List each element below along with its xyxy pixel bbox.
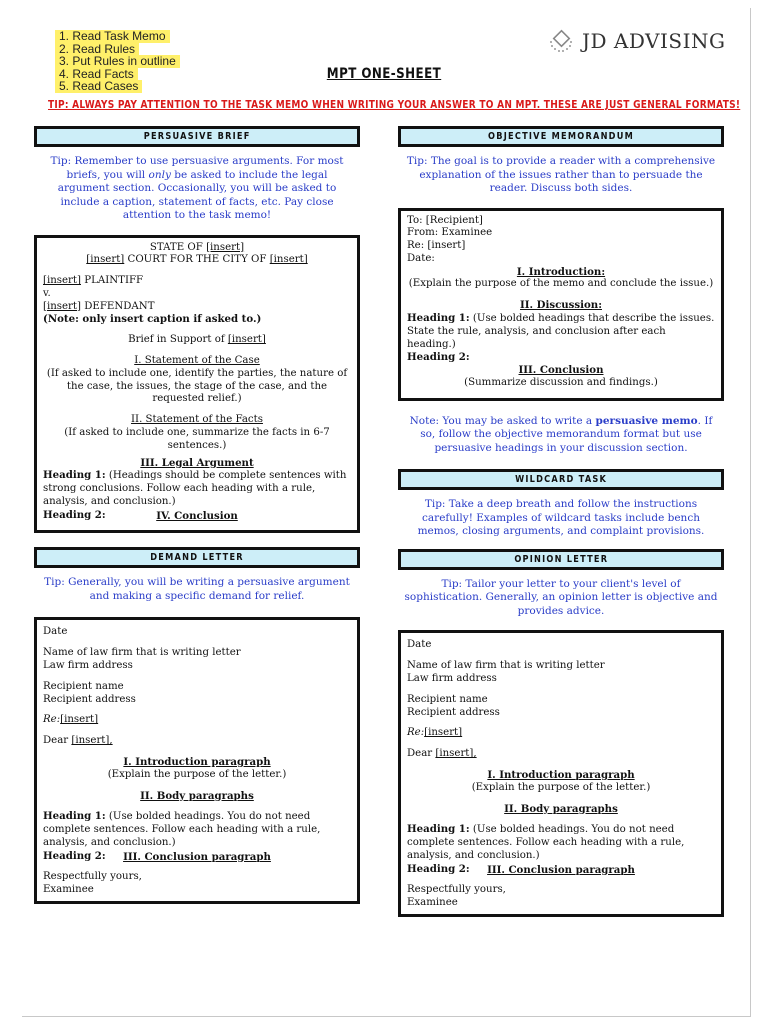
persuasive-brief-template [34, 235, 360, 534]
step-item: 1. Read Task Memo [55, 30, 170, 43]
salutation: Dear [insert], [43, 735, 113, 747]
heading-2: Heading 2: [43, 849, 106, 862]
intro-body: (Explain the purpose of the letter.) [471, 781, 651, 793]
step-item: 5. Read Cases [55, 80, 142, 93]
persuasive-brief-tip: Tip: Remember to use persuasive arguments. For most briefs, you will only be asked to include the legal argument section. Occasionally, you will be asked to include a caption, statement of facts, etc. Pay close attention to the task memo! [50, 155, 344, 221]
plaintiff-line: [insert] PLAINTIFF [43, 275, 144, 287]
firm-address: Law firm address [407, 672, 497, 684]
closing: Respectfully yours, [407, 884, 506, 896]
opinion-letter-header: OPINION LETTER [398, 549, 724, 570]
left-column [34, 126, 360, 904]
heading-2: Heading 2: [43, 508, 106, 521]
signer: Examinee [407, 897, 458, 909]
statement-of-facts-body: (If asked to include one, summarize the facts in 6-7 sentences.) [64, 427, 330, 451]
intro-title: I. Introduction: [516, 265, 606, 278]
firm-address: Law firm address [43, 660, 133, 672]
recipient-address: Recipient address [43, 693, 136, 705]
from-line: From: Examinee [407, 227, 493, 239]
statement-of-case-title: I. Statement of the Case [134, 355, 260, 367]
body-title: II. Body paragraphs [140, 789, 254, 802]
body-text: Heading 1: (Use bolded headings. You do not need complete sentences. Follow each heading with a rule, analysis, and conclusion.) [407, 823, 685, 861]
persuasive-brief-header: PERSUASIVE BRIEF [34, 126, 360, 147]
court-line: [insert] COURT FOR THE CITY OF [insert] [86, 254, 308, 266]
step-item: 3. Put Rules in outline [55, 55, 180, 68]
demand-letter-tip: Tip: Generally, you will be writing a persuasive argument and making a specific demand for relief. [44, 576, 350, 602]
conclusion-title: III. Conclusion [518, 364, 604, 377]
recipient-address: Recipient address [407, 706, 500, 718]
closing: Respectfully yours, [43, 871, 142, 883]
opinion-letter-tip: Tip: Tailor your letter to your client's level of sophistication. Generally, an opinion letter is objective and provides advice. [404, 577, 718, 617]
recipient-name: Recipient name [407, 693, 488, 705]
wildcard-task-tip: Tip: Take a deep breath and follow the instructions carefully! Examples of wildcard tasks include bench memos, closing arguments, and complaint provisions. [417, 498, 705, 538]
legal-argument-body: Heading 1: (Headings should be complete sentences with strong conclusions. Follow each heading with a rule, analysis, and conclusion.) [43, 469, 347, 508]
page-title: MPT ONE-SHEET [326, 66, 442, 82]
date-line: Date [43, 626, 68, 638]
caption-note: (Note: only insert caption if asked to.) [43, 313, 262, 326]
re-line: Re:[insert] [43, 714, 99, 726]
conclusion-title: III. Conclusion paragraph [123, 850, 271, 863]
body-title: II. Body paragraphs [504, 802, 618, 815]
statement-of-facts-title: II. Statement of the Facts [131, 414, 263, 426]
conclusion-title: IV. Conclusion [156, 509, 238, 522]
objective-memo-header: OBJECTIVE MEMORANDUM [398, 126, 724, 147]
heading-2: Heading 2: [407, 351, 470, 364]
opinion-letter-template [398, 630, 724, 917]
brand-logo [548, 28, 725, 54]
step-item: 4. Read Facts [55, 68, 138, 81]
date-line: Date: [407, 252, 435, 264]
salutation: Dear [insert], [407, 748, 477, 760]
heading-2: Heading 2: [407, 862, 470, 875]
step-item: 2. Read Rules [55, 43, 139, 56]
discussion-body: Heading 1: (Use bolded headings that describe the issues. State the rule, analysis, and conclusion after each heading.) [407, 312, 715, 350]
brief-in-support: Brief in Support of [insert] [128, 334, 266, 346]
body-text: Heading 1: (Use bolded headings. You do not need complete sentences. Follow each heading with a rule, analysis, and conclusion.) [43, 810, 321, 848]
defendant-line: [insert] DEFENDANT [43, 300, 155, 312]
objective-memo-tip: Tip: The goal is to provide a reader with a comprehensive explanation of the issues rather than to persuade the reader. Discuss both sides. [406, 155, 716, 194]
intro-title: I. Introduction paragraph [487, 768, 635, 781]
demand-letter-template [34, 617, 360, 904]
firm-name: Name of law firm that is writing letter [43, 647, 241, 659]
intro-body: (Explain the purpose of the memo and conclude the issue.) [408, 278, 714, 290]
re-line: Re: [insert] [407, 240, 466, 252]
conclusion-body: (Summarize discussion and findings.) [464, 377, 658, 389]
tip-banner: TIP: ALWAYS PAY ATTENTION TO THE TASK MEMO WHEN WRITING YOUR ANSWER TO AN MPT. THESE ARE JUST GENERAL FORMATS! [48, 99, 741, 111]
to-line: To: [Recipient] [407, 214, 483, 226]
conclusion-title: III. Conclusion paragraph [487, 863, 635, 876]
versus: v. [43, 287, 51, 299]
demand-letter-header: DEMAND LETTER [34, 547, 360, 568]
re-line: Re:[insert] [407, 727, 463, 739]
objective-memo-template [398, 208, 724, 401]
signer: Examinee [43, 884, 94, 896]
steps-list [55, 30, 180, 93]
state-line: STATE OF [insert] [149, 241, 245, 253]
discussion-title: II. Discussion: [520, 299, 602, 312]
date-line: Date [407, 639, 432, 651]
wildcard-task-header: WILDCARD TASK [398, 469, 724, 490]
statement-of-case-body: (If asked to include one, identify the parties, the nature of the case, the issues, the stage of the case, and the requested relief.) [46, 367, 348, 405]
legal-argument-title: III. Legal Argument [140, 456, 254, 469]
brand-mark-icon [548, 28, 574, 54]
right-column [398, 126, 724, 917]
persuasive-memo-note: Note: You may be asked to write a persuasive memo. If so, follow the objective memorandum format but use persuasive headings in your discussion section. [409, 414, 713, 454]
intro-body: (Explain the purpose of the letter.) [107, 768, 287, 780]
recipient-name: Recipient name [43, 680, 124, 692]
intro-title: I. Introduction paragraph [123, 756, 271, 769]
brand-name: JD ADVISING [582, 29, 726, 53]
firm-name: Name of law firm that is writing letter [407, 660, 605, 672]
